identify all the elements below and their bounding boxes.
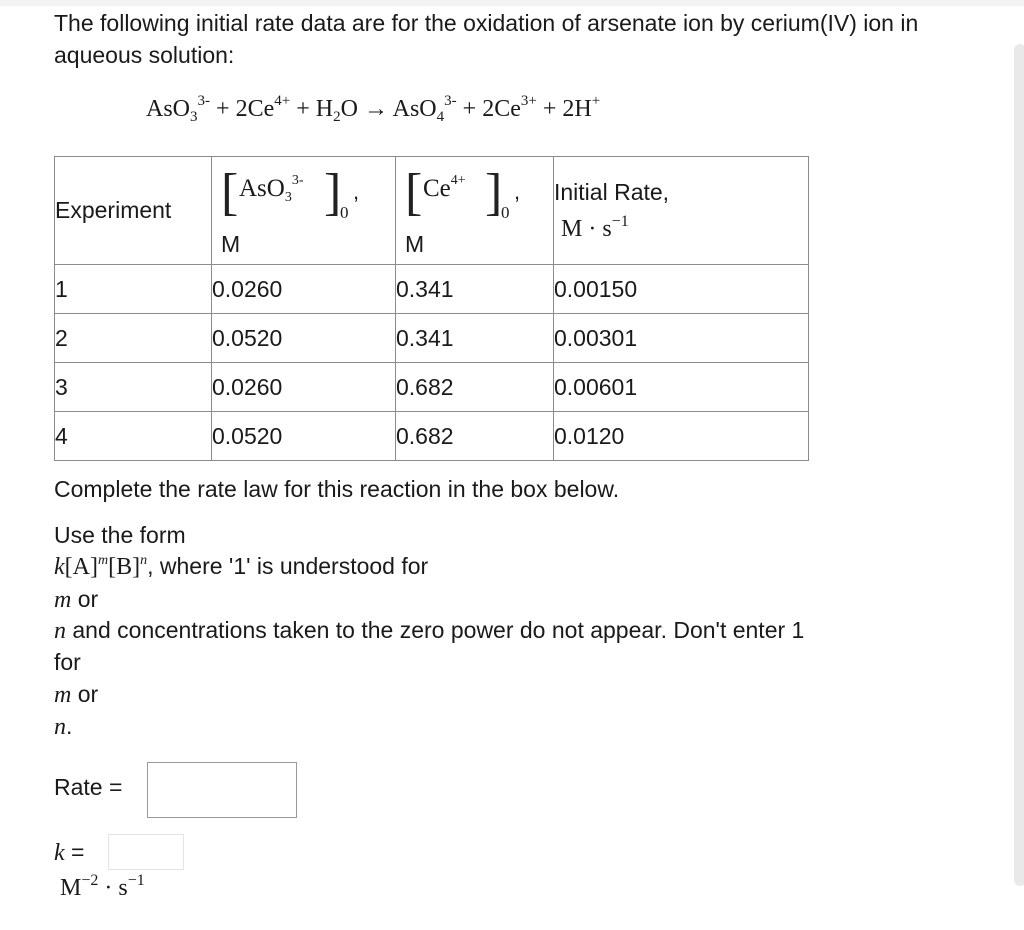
instruction-text: Complete the rate law for this reaction in the box below. [54, 476, 620, 502]
header-experiment: Experiment [55, 157, 212, 265]
cell-experiment: 3 [55, 363, 212, 412]
rate-data-table [54, 156, 809, 461]
k-value-input[interactable] [108, 834, 184, 870]
rate-law-input[interactable] [147, 762, 297, 818]
k-units: $M^{-2} \cdot s^{-1}$ [60, 872, 145, 901]
table-row [55, 314, 809, 363]
cell-aso3: 0.0520 [212, 314, 396, 363]
header-initial-rate: Initial Rate, $M \cdot s^{-1}$ [554, 157, 809, 265]
cell-aso3: 0.0260 [212, 265, 396, 314]
cell-aso3: 0.0260 [212, 363, 396, 412]
cell-rate: 0.00150 [554, 265, 809, 314]
scrollbar[interactable] [1014, 44, 1024, 886]
table-row [55, 363, 809, 412]
table-row [55, 265, 809, 314]
table-row [55, 412, 809, 461]
top-bar [0, 0, 1024, 6]
form-label: Use the form [54, 522, 186, 548]
cell-ce: 0.341 [396, 314, 554, 363]
cell-ce: 0.682 [396, 412, 554, 461]
k-label: k = [54, 839, 85, 866]
cell-rate: 0.00601 [554, 363, 809, 412]
cell-rate: 0.0120 [554, 412, 809, 461]
form-line-n2: n. [54, 713, 73, 740]
table-header-row [55, 157, 809, 265]
form-line-n: n and concentrations taken to the zero power do not appear. Don't enter 1 [54, 617, 805, 644]
form-line-m2: m or [54, 681, 99, 708]
intro-text: The following initial rate data are for the oxidation of arsenate ion by cerium(IV) ion in aqueous solution: [54, 10, 919, 68]
reaction-equation: $AsO_3^{3-} + 2Ce^{4+} + H_2O \to AsO_4^{3-} + 2Ce^{3+} + 2H^+$ [146, 93, 601, 125]
rate-law-form: $k[A]^m[B]^n$, where '1' is understood for [54, 553, 429, 580]
cell-aso3: 0.0520 [212, 412, 396, 461]
cell-experiment: 1 [55, 265, 212, 314]
cell-experiment: 4 [55, 412, 212, 461]
form-line-m: m or [54, 586, 99, 613]
form-line-for: for [54, 649, 81, 675]
cell-rate: 0.00301 [554, 314, 809, 363]
cell-ce: 0.341 [396, 265, 554, 314]
rate-label: Rate = [54, 774, 123, 800]
cell-experiment: 2 [55, 314, 212, 363]
header-aso3-concentration: [ AsO$_3^{3-}$ ] 0 , M [212, 157, 396, 265]
header-ce-concentration: [ $Ce^{4+}$ ] 0 , M [396, 157, 554, 265]
cell-ce: 0.682 [396, 363, 554, 412]
